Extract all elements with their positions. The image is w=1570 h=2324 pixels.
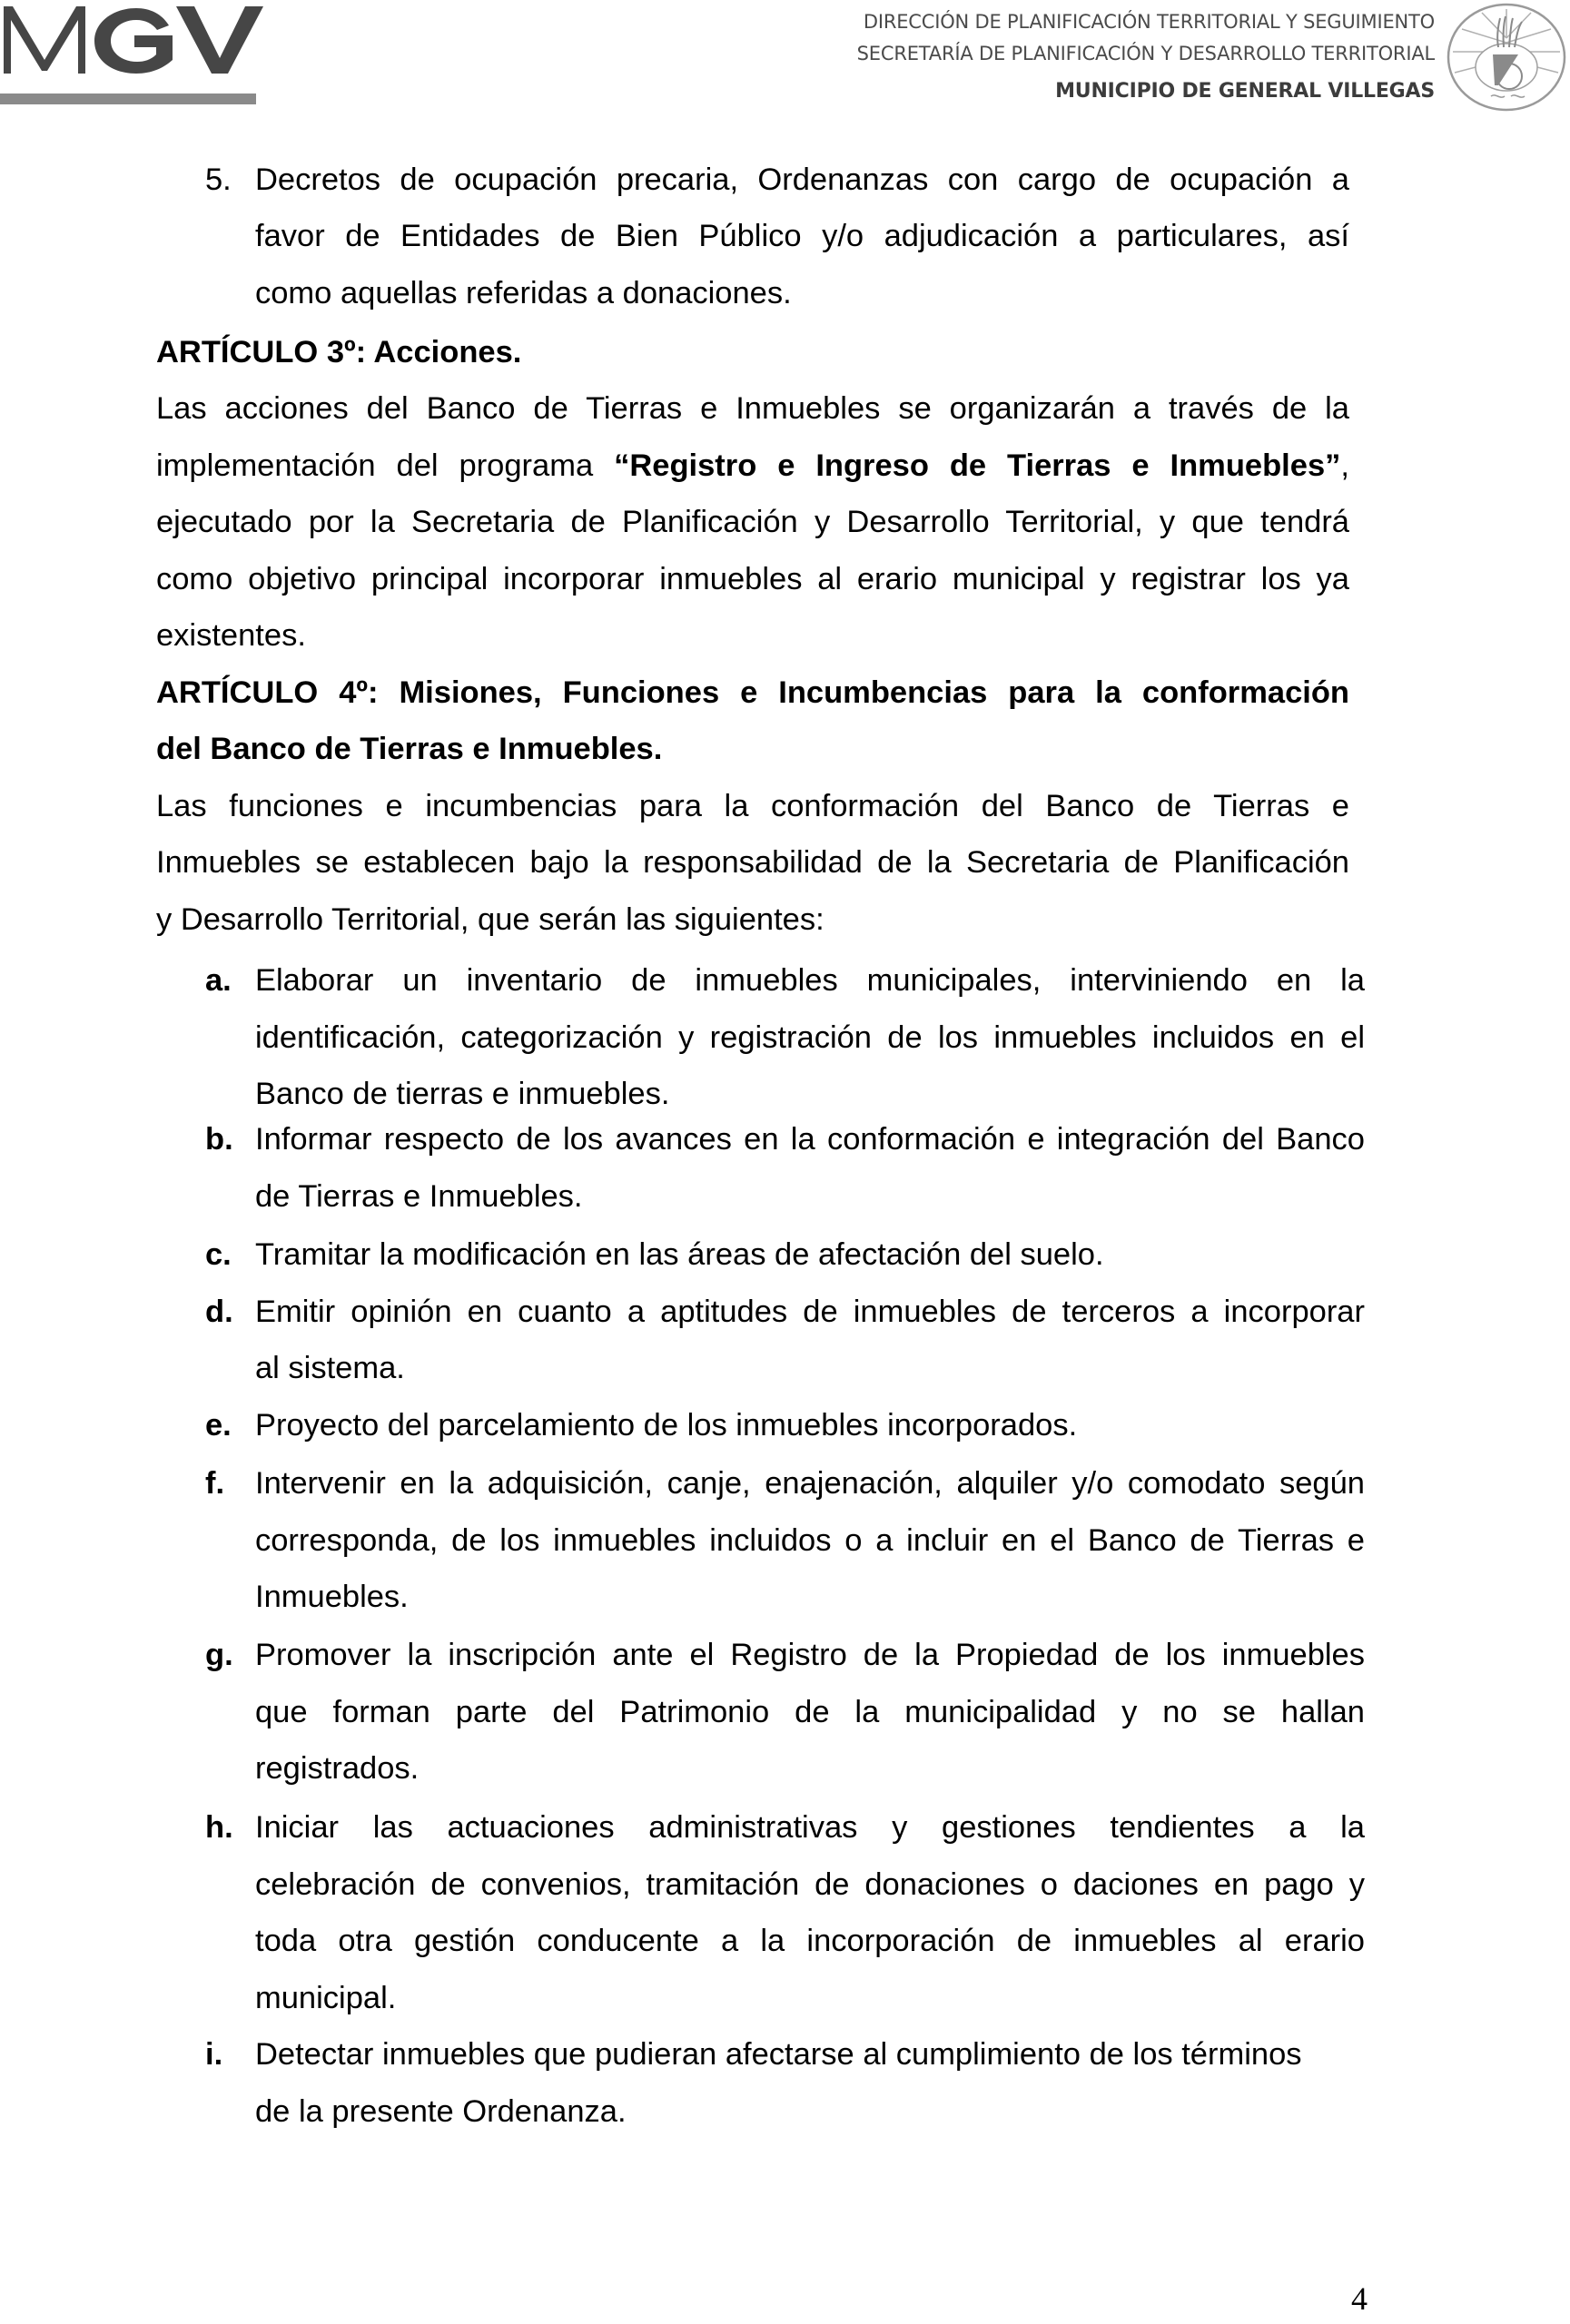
paragraph-line: Las funciones e incumbencias para la conformación del Banco de Tierras e (156, 789, 1349, 823)
list-item-label: e. (205, 1408, 232, 1443)
list-item-label: 5. (205, 162, 232, 197)
municipal-seal-icon (1446, 2, 1567, 113)
paragraph-line: Las acciones del Banco de Tierras e Inmuebles se organizarán a través de la (156, 391, 1349, 426)
list-item-line: Informar respecto de los avances en la conformación e integración del Banco (255, 1122, 1365, 1157)
paragraph-line: existentes. (156, 618, 306, 653)
paragraph-line: Inmuebles se establecen bajo la responsabilidad de la Secretaria de Planificación (156, 845, 1349, 880)
list-item-line: Proyecto del parcelamiento de los inmuebles incorporados. (255, 1408, 1078, 1443)
list-item-label: i. (205, 2037, 223, 2072)
paragraph-line-program (156, 448, 1349, 484)
list-item-line: registrados. (255, 1751, 420, 1786)
list-item-line: celebración de convenios, tramitación de donaciones o daciones en pago y (255, 1867, 1365, 1902)
article-4-heading: ARTÍCULO 4º: Misiones, Funciones e Incumbencias para la conformación (156, 675, 1349, 710)
list-item-line: Emitir opinión en cuanto a aptitudes de inmuebles de terceros a incorporar (255, 1295, 1365, 1329)
paragraph-line: y Desarrollo Territorial, que serán las siguientes: (156, 902, 824, 937)
list-item-line: Detectar inmuebles que pudieran afectarse al cumplimiento de los términos (255, 2037, 1302, 2072)
article-3-heading: ARTÍCULO 3º: Acciones. (156, 335, 522, 369)
list-item-line: que forman parte del Patrimonio de la municipalidad y no se hallan (255, 1695, 1365, 1729)
list-item-line: de la presente Ordenanza. (255, 2094, 627, 2129)
list-item-line: favor de Entidades de Bien Público y/o adjudicación a particulares, así (255, 219, 1349, 253)
logo-underline-bar (0, 94, 256, 104)
paragraph-line: como objetivo principal incorporar inmuebles al erario municipal y registrar los ya (156, 562, 1349, 596)
list-item-label: h. (205, 1810, 233, 1845)
list-item-line: Elaborar un inventario de inmuebles municipales, interviniendo en la (255, 963, 1365, 998)
list-item-line: Decretos de ocupación precaria, Ordenanzas con cargo de ocupación a (255, 162, 1349, 197)
list-item-line: de Tierras e Inmuebles. (255, 1179, 583, 1214)
list-item-line: Iniciar las actuaciones administrativas y gestiones tendientes a la (255, 1810, 1365, 1845)
list-item-label: c. (205, 1237, 232, 1272)
paragraph-line: ejecutado por la Secretaria de Planificación y Desarrollo Territorial, y que tendrá (156, 505, 1349, 539)
list-item-label: a. (205, 963, 232, 998)
header-municipality: MUNICIPIO DE GENERAL VILLEGAS (1055, 80, 1435, 103)
list-item-line: municipal. (255, 1981, 397, 2015)
header-secretariat: SECRETARÍA DE PLANIFICACIÓN Y DESARROLLO TERRITORIAL (856, 43, 1435, 64)
list-item-line: como aquellas referidas a donaciones. (255, 276, 792, 310)
list-item-line: toda otra gestión conducente a la incorporación de inmuebles al erario (255, 1924, 1365, 1958)
list-item-line: Intervenir en la adquisición, canje, enajenación, alquiler y/o comodato según (255, 1466, 1365, 1501)
page-number: 4 (1351, 2280, 1368, 2317)
list-item-line: Banco de tierras e inmuebles. (255, 1077, 670, 1111)
list-item-label: b. (205, 1122, 233, 1157)
list-item-line: Promover la inscripción ante el Registro de la Propiedad de los inmuebles (255, 1638, 1365, 1672)
list-item-line: corresponda, de los inmuebles incluidos o a incluir en el Banco de Tierras e (255, 1523, 1365, 1558)
program-intro-text: implementación del programa (156, 448, 615, 483)
article-4-heading: del Banco de Tierras e Inmuebles. (156, 732, 663, 766)
list-item-line: al sistema. (255, 1351, 405, 1385)
program-name: “Registro e Ingreso de Tierras e Inmuebles” (614, 448, 1341, 483)
list-item-line: Tramitar la modificación en las áreas de afectación del suelo. (255, 1237, 1104, 1272)
header-direction: DIRECCIÓN DE PLANIFICACIÓN TERRITORIAL Y SEGUIMIENTO (863, 11, 1435, 33)
list-item-line: Inmuebles. (255, 1580, 409, 1614)
program-trailing-comma: , (1340, 448, 1349, 483)
mgv-logo (0, 0, 272, 109)
list-item-label: d. (205, 1295, 233, 1329)
list-item-label: g. (205, 1638, 233, 1672)
list-item-label: f. (205, 1466, 225, 1501)
list-item-line: identificación, categorización y registración de los inmuebles incluidos en el (255, 1020, 1365, 1055)
